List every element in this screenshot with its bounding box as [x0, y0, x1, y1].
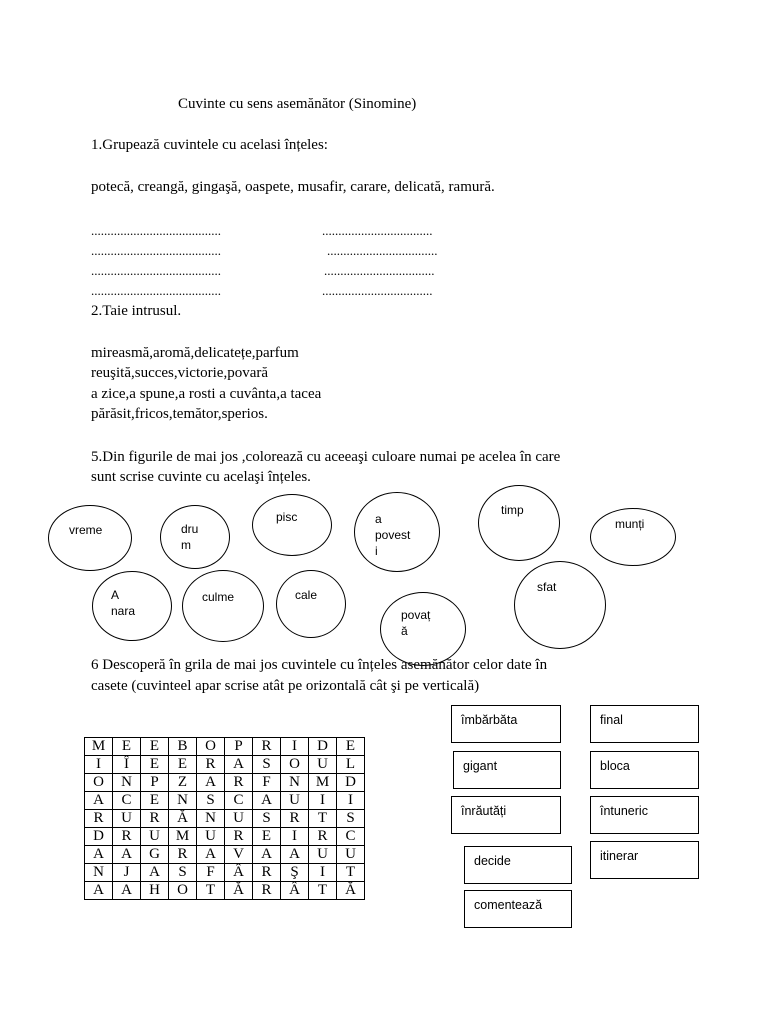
grid-cell: R: [253, 882, 281, 900]
grid-cell: R: [253, 864, 281, 882]
word-bubble[interactable]: [276, 570, 346, 638]
grid-cell: Â: [281, 882, 309, 900]
grid-cell: I: [337, 792, 365, 810]
grid-cell: E: [141, 756, 169, 774]
dotted-line: ..................................: [327, 243, 438, 258]
word-box-label: comentează: [474, 898, 543, 912]
grid-cell: A: [85, 882, 113, 900]
grid-row: [85, 738, 365, 756]
grid-cell: E: [337, 738, 365, 756]
grid-cell: Ă: [169, 810, 197, 828]
grid-cell: T: [309, 882, 337, 900]
bubble-label: vreme: [69, 523, 103, 537]
word-search-grid: [84, 737, 365, 900]
grid-row: [85, 846, 365, 864]
grid-cell: N: [113, 774, 141, 792]
word-box: [590, 705, 699, 743]
grid-cell: P: [141, 774, 169, 792]
grid-cell: A: [225, 756, 253, 774]
grid-cell: U: [309, 846, 337, 864]
grid-row: [85, 828, 365, 846]
grid-cell: E: [113, 738, 141, 756]
grid-cell: I: [309, 792, 337, 810]
exercise-5-heading: 5.Din figurile de mai jos ,colorează cu aceeaşi culoare numai pe acelea în care: [91, 449, 561, 465]
grid-row: [85, 774, 365, 792]
exercise-2-line: mireasmă,aromă,delicatețe,parfum: [91, 345, 299, 361]
grid-cell: E: [253, 828, 281, 846]
grid-cell: U: [197, 828, 225, 846]
exercise-1-words: potecă, creangă, gingaşă, oaspete, musafir, carare, delicată, ramură.: [91, 179, 495, 195]
grid-cell: R: [113, 828, 141, 846]
grid-row: [85, 882, 365, 900]
grid-cell: R: [281, 810, 309, 828]
grid-cell: D: [85, 828, 113, 846]
grid-cell: A: [197, 846, 225, 864]
word-bubble[interactable]: [380, 592, 466, 666]
grid-cell: O: [281, 756, 309, 774]
grid-cell: A: [85, 792, 113, 810]
bubble-label: munți: [615, 517, 645, 531]
grid-cell: F: [253, 774, 281, 792]
exercise-2-line: părăsit,fricos,temător,sperios.: [91, 406, 268, 422]
grid-cell: C: [337, 828, 365, 846]
grid-cell: C: [225, 792, 253, 810]
grid-cell: A: [197, 774, 225, 792]
grid-cell: I: [85, 756, 113, 774]
grid-cell: S: [169, 864, 197, 882]
grid-cell: U: [141, 828, 169, 846]
grid-cell: T: [309, 810, 337, 828]
grid-cell: A: [281, 846, 309, 864]
bubble-label: culme: [202, 590, 235, 604]
exercise-2-line: reuşită,succes,victorie,povară: [91, 365, 269, 381]
grid-cell: E: [141, 738, 169, 756]
grid-cell: Ă: [225, 882, 253, 900]
grid-row: [85, 810, 365, 828]
exercise-5-heading-cont: sunt scrise cuvinte cu acelaşi înțeles.: [91, 469, 311, 485]
grid-cell: L: [337, 756, 365, 774]
grid-cell: E: [169, 756, 197, 774]
grid-cell: R: [225, 828, 253, 846]
grid-cell: I: [281, 828, 309, 846]
word-box: [464, 890, 572, 928]
word-box: [451, 796, 561, 834]
grid-cell: A: [253, 846, 281, 864]
grid-cell: U: [337, 846, 365, 864]
word-box: [464, 846, 572, 884]
grid-row: [85, 864, 365, 882]
dotted-line: ........................................: [91, 243, 221, 258]
grid-cell: D: [337, 774, 365, 792]
bubble-label: a povest i: [375, 512, 411, 558]
grid-cell: I: [309, 864, 337, 882]
word-box-label: întuneric: [600, 804, 648, 818]
bubble-label: povaț ă: [401, 608, 431, 638]
grid-cell: U: [281, 792, 309, 810]
grid-cell: S: [253, 810, 281, 828]
word-box-label: înrăutăți: [461, 804, 507, 818]
word-box: [453, 751, 561, 789]
grid-cell: C: [113, 792, 141, 810]
grid-cell: R: [85, 810, 113, 828]
grid-cell: T: [337, 864, 365, 882]
grid-cell: A: [113, 882, 141, 900]
exercise-2-line: a zice,a spune,a rosti a cuvânta,a tacea: [91, 386, 322, 402]
grid-row: [85, 756, 365, 774]
grid-cell: H: [141, 882, 169, 900]
grid-cell: N: [169, 792, 197, 810]
grid-cell: N: [197, 810, 225, 828]
grid-cell: R: [253, 738, 281, 756]
grid-cell: F: [197, 864, 225, 882]
word-box-label: decide: [474, 854, 511, 868]
dotted-line: ........................................: [91, 263, 221, 278]
dotted-line: ..................................: [322, 223, 433, 238]
word-bubble[interactable]: [590, 508, 676, 566]
grid-cell: A: [85, 846, 113, 864]
grid-cell: R: [141, 810, 169, 828]
word-bubble[interactable]: [48, 505, 132, 571]
bubble-label: dru m: [181, 522, 199, 552]
bubble-label: pisc: [276, 510, 298, 524]
grid-cell: S: [197, 792, 225, 810]
grid-cell: A: [113, 846, 141, 864]
word-box-label: gigant: [463, 759, 498, 773]
grid-cell: Â: [225, 864, 253, 882]
grid-cell: E: [141, 792, 169, 810]
grid-cell: A: [253, 792, 281, 810]
dotted-line: ..................................: [322, 283, 433, 298]
grid-cell: M: [309, 774, 337, 792]
word-box-label: final: [600, 713, 623, 727]
word-box-label: bloca: [600, 759, 630, 773]
exercise-1-heading: 1.Grupează cuvintele cu acelasi înțeles:: [91, 137, 328, 153]
grid-cell: M: [85, 738, 113, 756]
word-bubble[interactable]: [252, 494, 332, 556]
page-title: Cuvinte cu sens asemănător (Sinomine): [178, 96, 417, 112]
grid-cell: T: [197, 882, 225, 900]
bubble-label: A nara: [111, 588, 136, 618]
grid-cell: S: [253, 756, 281, 774]
exercise-6-heading-cont: casete (cuvinteel apar scrise atât pe orizontală cât şi pe verticală): [91, 678, 480, 694]
word-bubble[interactable]: [182, 570, 264, 642]
word-box-label: îmbărbăta: [461, 713, 518, 727]
grid-cell: V: [225, 846, 253, 864]
exercise-2-heading: 2.Taie intrusul.: [91, 303, 182, 319]
word-box: [590, 751, 699, 789]
dotted-line: ........................................: [91, 223, 221, 238]
grid-cell: I: [281, 738, 309, 756]
word-bubble[interactable]: [354, 492, 440, 572]
word-box: [451, 705, 561, 743]
bubble-label: cale: [295, 588, 318, 602]
grid-cell: R: [309, 828, 337, 846]
grid-cell: O: [197, 738, 225, 756]
word-box: [590, 796, 699, 834]
grid-cell: A: [141, 864, 169, 882]
grid-cell: D: [309, 738, 337, 756]
dotted-line: ........................................: [91, 283, 221, 298]
bubble-label: timp: [501, 503, 524, 517]
grid-cell: J: [113, 864, 141, 882]
grid-row: [85, 792, 365, 810]
exercise-6-heading: 6 Descoperă în grila de mai jos cuvintele cu înțeles asemănător celor date în: [91, 657, 548, 673]
grid-cell: G: [141, 846, 169, 864]
grid-cell: R: [197, 756, 225, 774]
bubble-label: sfat: [537, 580, 557, 594]
word-box: [590, 841, 699, 879]
grid-cell: O: [169, 882, 197, 900]
grid-cell: R: [225, 774, 253, 792]
word-bubble[interactable]: [160, 505, 230, 569]
grid-cell: U: [113, 810, 141, 828]
grid-cell: Ş: [281, 864, 309, 882]
dotted-line: ..................................: [324, 263, 435, 278]
grid-cell: M: [169, 828, 197, 846]
grid-cell: P: [225, 738, 253, 756]
grid-cell: N: [85, 864, 113, 882]
grid-cell: U: [225, 810, 253, 828]
word-box-label: itinerar: [600, 849, 639, 863]
grid-cell: O: [85, 774, 113, 792]
word-bubble[interactable]: [514, 561, 606, 649]
grid-cell: Z: [169, 774, 197, 792]
grid-cell: B: [169, 738, 197, 756]
grid-cell: Î: [113, 756, 141, 774]
word-bubble[interactable]: [478, 485, 560, 561]
word-bubble[interactable]: [92, 571, 172, 641]
grid-cell: S: [337, 810, 365, 828]
grid-cell: R: [169, 846, 197, 864]
grid-cell: Ă: [337, 882, 365, 900]
grid-cell: N: [281, 774, 309, 792]
grid-cell: U: [309, 756, 337, 774]
